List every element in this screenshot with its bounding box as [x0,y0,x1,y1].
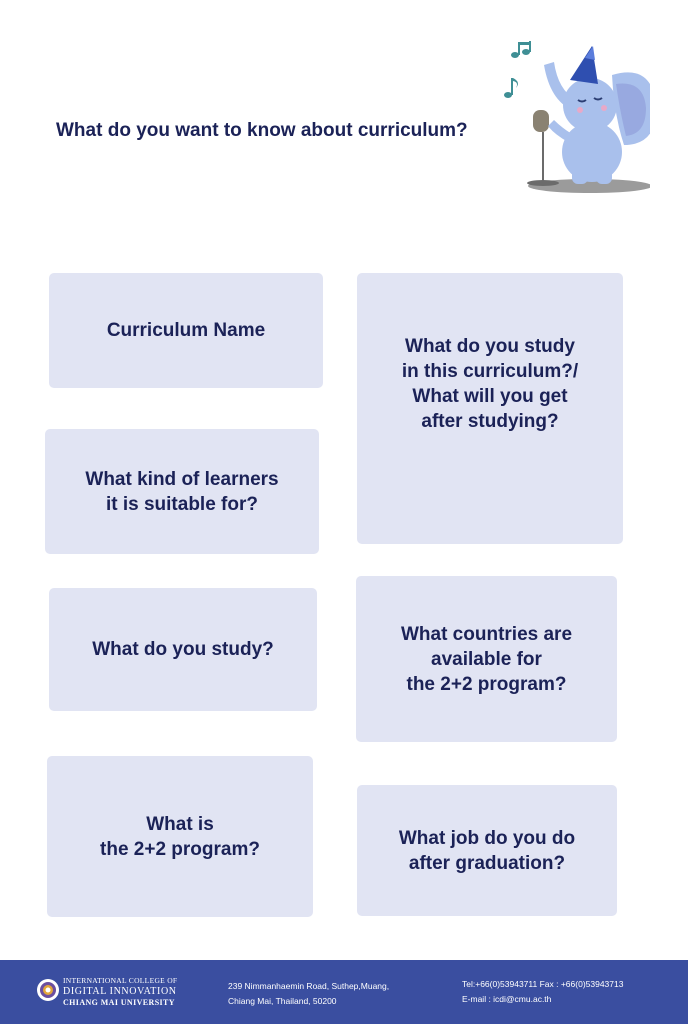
card-suitable-learners[interactable] [45,429,319,554]
card-countries-2plus2[interactable] [356,576,617,742]
card-study-outcome[interactable] [357,273,623,544]
card-label: What kind of learners it is suitable for? [85,468,279,515]
card-label: What do you study in this curriculum?/ What will you get after studying? [401,335,579,432]
footer-address: 239 Nimmanhaemin Road, Suthep,Muang, Chiang Mai, Thailand, 50200 [228,981,390,1006]
card-label: What do you study? [92,639,274,660]
footer-email[interactable]: E-mail : icdi@cmu.ac.th [462,994,552,1004]
card-label: What countries are available for the 2+2 program? [400,623,573,695]
singing-elephant-icon [500,40,650,200]
college-line-1: INTERNATIONAL COLLEGE OF [63,976,178,985]
college-name [63,975,177,1008]
card-label: Curriculum Name [106,320,266,341]
footer [0,960,688,1024]
card-job-after-graduation[interactable] [357,785,617,916]
footer-phone: Tel:+66(0)53943711 Fax : +66(0)53943713 [462,979,624,989]
card-what-is-2plus2[interactable] [47,756,313,917]
footer-contact [462,977,623,1007]
page-heading: What do you want to know about curriculum? [56,120,468,141]
card-curriculum-name[interactable] [49,273,323,388]
college-line-3: CHIANG MAI UNIVERSITY [63,998,175,1007]
card-label: What is the 2+2 program? [100,813,260,860]
college-line-2: DIGITAL INNOVATION [63,986,177,997]
card-what-to-study[interactable] [49,588,317,711]
college-logo-icon [36,978,60,1002]
card-label: What job do you do after graduation? [398,827,576,874]
